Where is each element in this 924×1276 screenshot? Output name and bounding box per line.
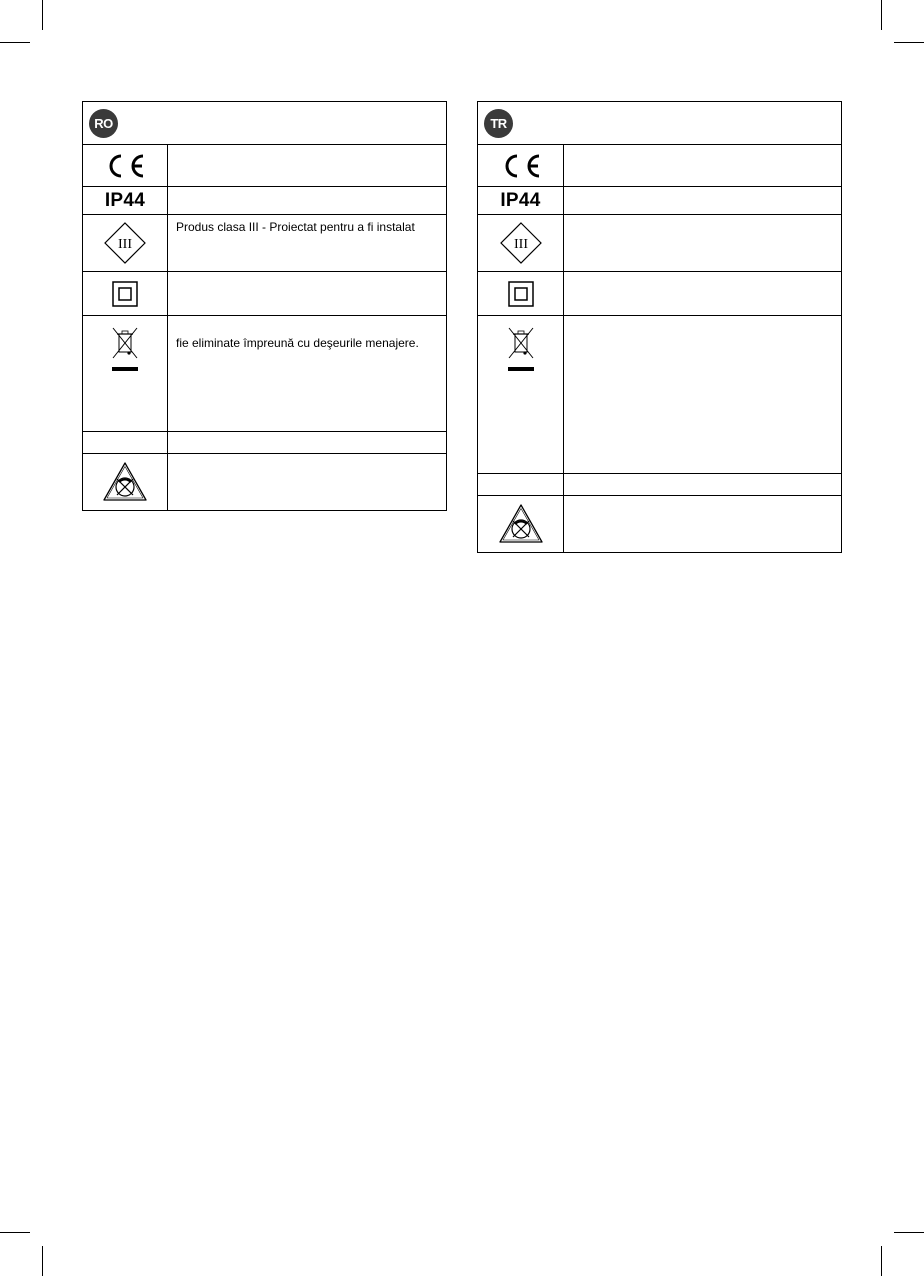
table-row <box>83 215 447 272</box>
crop-mark <box>0 1232 30 1233</box>
table-row <box>478 496 842 553</box>
ce-description <box>564 145 842 187</box>
symbols-table-tr <box>477 101 842 553</box>
table-row <box>83 272 447 316</box>
language-badge: TR <box>484 109 513 138</box>
ce-mark-icon <box>499 153 543 179</box>
ip44-description <box>168 187 447 215</box>
warning-description <box>168 454 447 511</box>
crop-mark <box>881 1246 882 1276</box>
class-iii-description <box>564 215 842 272</box>
crossed-bin-icon <box>110 326 140 372</box>
crop-mark <box>894 1232 924 1233</box>
ce-description <box>168 145 447 187</box>
class-iii-diamond-icon <box>500 222 542 264</box>
empty-description <box>564 474 842 496</box>
weee-description <box>168 316 447 432</box>
crop-mark <box>42 1246 43 1276</box>
table-row <box>478 187 842 215</box>
table-row <box>478 215 842 272</box>
table-row <box>478 474 842 496</box>
table-row <box>83 432 447 454</box>
class-ii-description <box>564 272 842 316</box>
table-row <box>478 272 842 316</box>
class-iii-diamond-icon <box>104 222 146 264</box>
class-iii-description: Produs clasa III - Proiectat pentru a fi instalat <box>168 215 447 272</box>
symbols-table-ro <box>82 101 447 511</box>
ip44-description <box>564 187 842 215</box>
crop-mark <box>894 42 924 43</box>
warning-triangle-icon <box>497 502 545 546</box>
double-insulation-icon <box>112 281 138 307</box>
warning-triangle-icon <box>101 460 149 504</box>
ip44-label: IP44 <box>500 189 541 211</box>
language-badge: RO <box>89 109 118 138</box>
crop-mark <box>0 42 30 43</box>
table-header <box>478 102 842 145</box>
crop-mark <box>42 0 43 30</box>
table-header <box>83 102 447 145</box>
table-row <box>478 145 842 187</box>
crossed-bin-icon <box>506 326 536 372</box>
warning-description <box>564 496 842 553</box>
ip44-label: IP44 <box>104 189 146 211</box>
ce-mark-icon <box>103 153 147 179</box>
empty-description <box>168 432 447 454</box>
crop-mark <box>881 0 882 30</box>
weee-text: fie eliminate împreună cu deşeurile menajere. <box>176 336 419 350</box>
weee-description <box>564 316 842 474</box>
class-ii-description <box>168 272 447 316</box>
table-row <box>83 454 447 511</box>
table-row <box>83 316 447 432</box>
table-row <box>83 187 447 215</box>
table-row <box>83 145 447 187</box>
table-row <box>478 316 842 474</box>
svg-text:III: III <box>513 237 528 252</box>
double-insulation-icon <box>508 281 534 307</box>
svg-text:III: III <box>118 237 132 252</box>
